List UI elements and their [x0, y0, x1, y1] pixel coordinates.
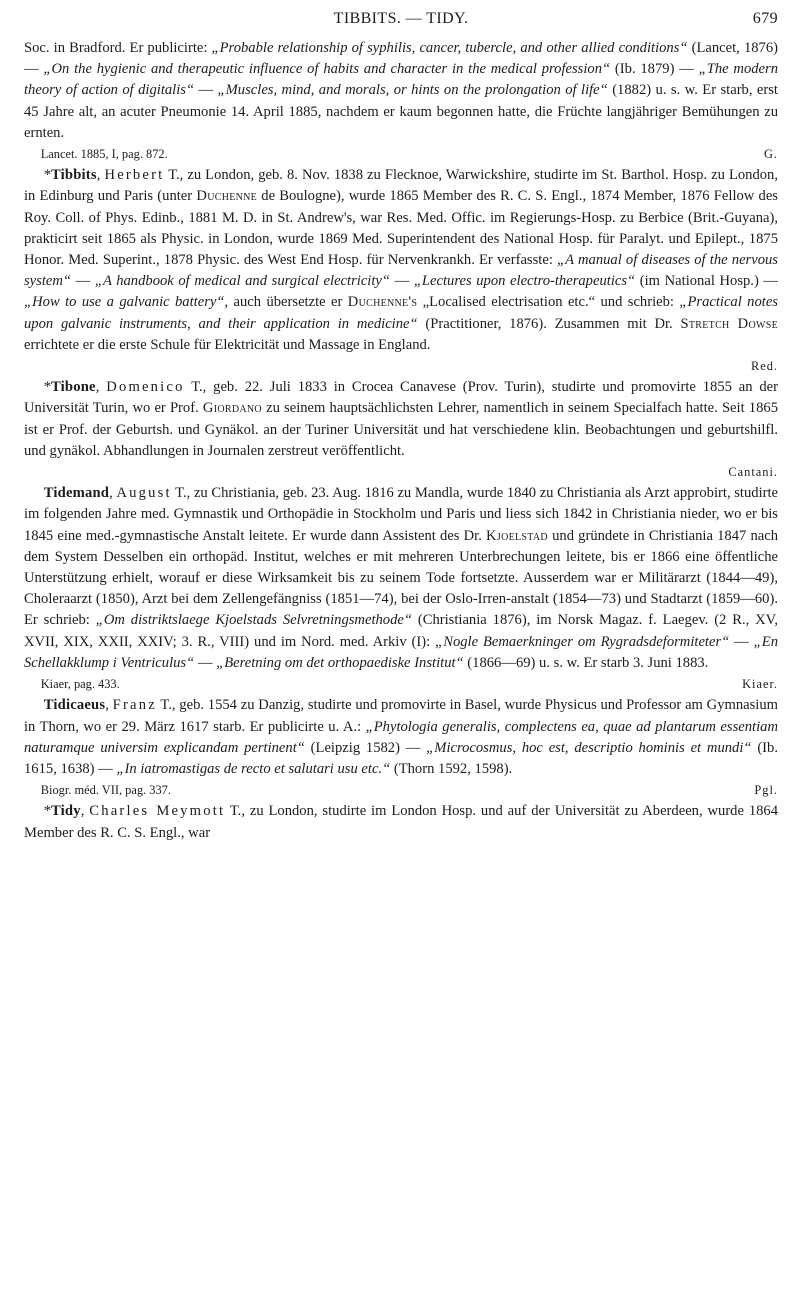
entry-text: und gründete in Christiania 1847 nach dem System Desselben ein orthopäd. Institut, welches er mit mehreren Unterbrechungen leitete, bis er 1866 eine öffentliche Unterstützung erhielt, worauf er diese Wirksamkeit bis zu seinem Tode fortsetzte. Ausserdem war er Militärarzt (1844—49), Choleraarzt (1850), Arzt bei dem Zellengefängniss (1851—74), bei der Oslo-Irren-anstalt (1854—73) und Stadtarzt (1859—60). Er schrieb: — [24, 527, 778, 629]
entry-text: (Leipzig 1582) — — [304, 739, 427, 756]
biography-entry — [24, 38, 778, 144]
entry-reference-line — [41, 144, 778, 165]
biography-entry — [24, 377, 778, 462]
entry-text: — — [390, 273, 414, 290]
entry-text: T., zu London, geb. 8. Nov. 1838 zu Flecknoe, Warwickshire, studirte im St. Barthol. Hosp. zu London, in Edinburg und Paris (unter — [24, 167, 778, 205]
entry-given-name: Franz — [112, 697, 157, 714]
entry-text: * — [43, 803, 51, 820]
entry-text: — — [194, 654, 217, 671]
entry-reference-line — [41, 780, 778, 801]
work-title: „En Schellakklump i Ventriculus“ — [24, 633, 778, 671]
entry-text: zu seinem hauptsächlichsten Lehrer, namentlich in seinem Specialfach hatte. Seit 1865 ist er Prof. der Geburtsh. und Gynäkol. an der Turiner Universität und hat verschiedene klin. Beobachtungen und geburtshilfl. und gynäkol. Abhandlungen in Journalen zerstreut veröffentlicht. — [24, 400, 778, 459]
entry-text: (Lancet, 1876) — — [24, 40, 778, 78]
running-header — [24, 10, 778, 36]
entry-text: * — [43, 379, 51, 396]
work-title: „A manual of diseases of the nervous system“ — [24, 252, 778, 290]
person-name: Duchenne's — [347, 294, 418, 311]
entry-reference-line — [41, 674, 778, 695]
work-title: „The modern theory of action of digitalis“ — [24, 61, 778, 99]
entry-given-name: Charles Meymott — [89, 803, 226, 820]
entry-text: T., zu Christiania, geb. 23. Aug. 1816 zu Mandla, wurde 1840 zu Christiania als Arzt approbirt, studirte im folgenden Jahre med. Gymnastik und Orthopädie in Stockholm und Paris und liess sich 1842 in Christiania nieder, wo er bis 1845 eine med.-gymnastische Anstalt leitete. Er wurde dann Assistent des Dr. — [24, 485, 779, 544]
entry-text: Soc. in Bradford. Er publicirte: — [24, 40, 212, 56]
entry-reference-line — [41, 462, 778, 483]
entry-surname: Tibone — [51, 379, 96, 396]
page-number: 679 — [752, 10, 778, 27]
entry-given-name: Herbert — [104, 167, 165, 184]
entry-given-name: August — [116, 485, 172, 502]
entry-source: Biogr. méd. VII, pag. 337. — [40, 783, 171, 798]
work-title: „Probable relationship of syphilis, cancer, tubercle, and other allied conditions“ — [211, 40, 688, 56]
person-name: Stretch Dowse — [680, 315, 779, 332]
work-title: „Lectures upon electro-therapeutics“ — [413, 273, 636, 290]
entry-author: G. — [763, 147, 778, 162]
work-title: „A handbook of medical and surgical electricity“ — [94, 273, 390, 290]
entry-text: , — [95, 379, 107, 396]
biography-entry — [24, 801, 778, 843]
work-title: „Beretning om det orthopaediske Institut“ — [216, 654, 464, 671]
entry-text: (1866—69) u. s. w. Er starb 3. Juni 1883. — [463, 654, 709, 671]
header-title: TIBBITS. — TIDY. — [333, 10, 469, 27]
entry-given-name: Domenico — [106, 379, 185, 396]
biography-entry — [24, 165, 778, 356]
entry-text: (1882) u. s. w. Er starb, erst 45 Jahre alt, an acuter Pneumonie 14. April 1885, nachdem er kaum begonnen hatte, die Früchte langjähriger Bemühungen zu ernten. — [24, 82, 778, 141]
work-title: „How to use a galvanic battery“ — [24, 294, 225, 311]
work-title: „Muscles, mind, and morals, or hints on the prolongation of life“ — [217, 82, 608, 99]
entry-text: (Practitioner, 1876). Zusammen mit Dr. — [417, 315, 681, 332]
biography-entry — [24, 483, 778, 674]
biography-entry — [24, 695, 778, 780]
work-title: „Microcosmus, hoc est, descriptio hominis et mundi“ — [426, 739, 752, 756]
entry-surname: Tidemand — [43, 485, 110, 502]
work-title: „Nogle Bemaerkninger om Rygradsdeformiteter“ — [435, 633, 730, 650]
entry-surname: Tidy — [51, 803, 81, 820]
entry-author: Pgl. — [754, 783, 778, 798]
entry-author: Cantani. — [728, 465, 778, 480]
entry-text: (Ib. 1615, 1638) — — [24, 739, 778, 777]
entry-text: „Localised electrisation etc.“ und schrieb: — [417, 294, 680, 311]
entry-text: (Christiania 1876), im Norsk Magaz. f. Laegev. (2 R., XV, XVII, XIX, XXII, XXIV; 3. R., VIII) und im Nord. med. Arkiv (I): — [24, 612, 778, 650]
entry-text: T., zu London, studirte im London Hosp. und auf der Universität zu Aberdeen, wurde 1864 Member des R. C. S. Engl., war — [24, 803, 779, 841]
work-title: „Om distriktslaege Kjoelstads Selvretningsmethode“ — [95, 612, 412, 629]
entry-author: Kiaer. — [742, 677, 778, 692]
entry-text: (Thorn 1592, 1598). — [390, 760, 513, 777]
entry-author: Red. — [750, 359, 778, 374]
work-title: „Practical notes upon galvanic instruments, and their application in medicine“ — [24, 294, 778, 332]
entry-text: (im National Hosp.) — — [635, 273, 778, 290]
entry-text: errichtete er die erste Schule für Elektricität und Massage in England. — [24, 336, 431, 353]
entry-text: — — [729, 633, 754, 650]
person-name: Duchenne — [196, 188, 258, 205]
entry-surname: Tidicaeus — [43, 697, 106, 714]
entry-surname: Tibbits — [51, 167, 97, 184]
entry-text: — — [194, 82, 218, 99]
entry-text: T., geb. 22. Juli 1833 in Crocea Canavese (Prov. Turin), studirte und promovirte 1855 an der Universität Turin, wo er Prof. — [24, 379, 778, 417]
work-title: „In iatromastigas de recto et salutari usu etc.“ — [116, 760, 391, 777]
person-name: Kjoelstad — [486, 527, 548, 544]
person-name: Giordano — [202, 400, 262, 417]
entry-text: — — [71, 273, 95, 290]
entry-reference-line — [41, 356, 778, 377]
entry-source: Kiaer, pag. 433. — [40, 677, 120, 692]
entry-text: de Boulogne), wurde 1865 Member des R. C. S. Engl., 1874 Member, 1876 Fellow des Roy. Coll. of Phys. Edinb., 1881 M. D. in St. Andrew's, war Res. Med. Offic. im Regierungs-Hosp. zu Berbice (Brit.-Guyana), prakticirt seit 1865 als Physic. in London, wurde 1869 Med. Superintendent des National Hosp. für Paralyt. und Epilept., 1875 Honor. Med. Superint., 1878 Physic. des West End Hosp. für Nervenkrankh. Er verfasste: — [24, 188, 778, 269]
entry-text: (Ib. 1879) — — [610, 61, 699, 78]
entry-text: , — [80, 803, 90, 820]
work-title: „On the hygienic and therapeutic influence of habits and character in the medical profession“ — [38, 61, 611, 78]
entries-column — [24, 38, 778, 844]
entry-text: , — [96, 167, 105, 184]
entry-text: , auch übersetzte er — [224, 294, 348, 311]
entry-text: , — [109, 485, 117, 502]
entry-text: T., geb. 1554 zu Danzig, studirte und promovirte in Basel, wurde Physicus und Professor am Gymnasium in Thorn, wo er 29. März 1617 starb. Er publicirte u. A.: — [24, 697, 779, 735]
work-title: „Phytologia generalis, complectens ea, quae ad plantarum essentiam naturamque universim explicandam pertinent“ — [24, 718, 778, 756]
entry-text: , — [105, 697, 113, 714]
entry-source: Lancet. 1885, I, pag. 872. — [40, 147, 168, 162]
entry-text: * — [43, 167, 51, 184]
